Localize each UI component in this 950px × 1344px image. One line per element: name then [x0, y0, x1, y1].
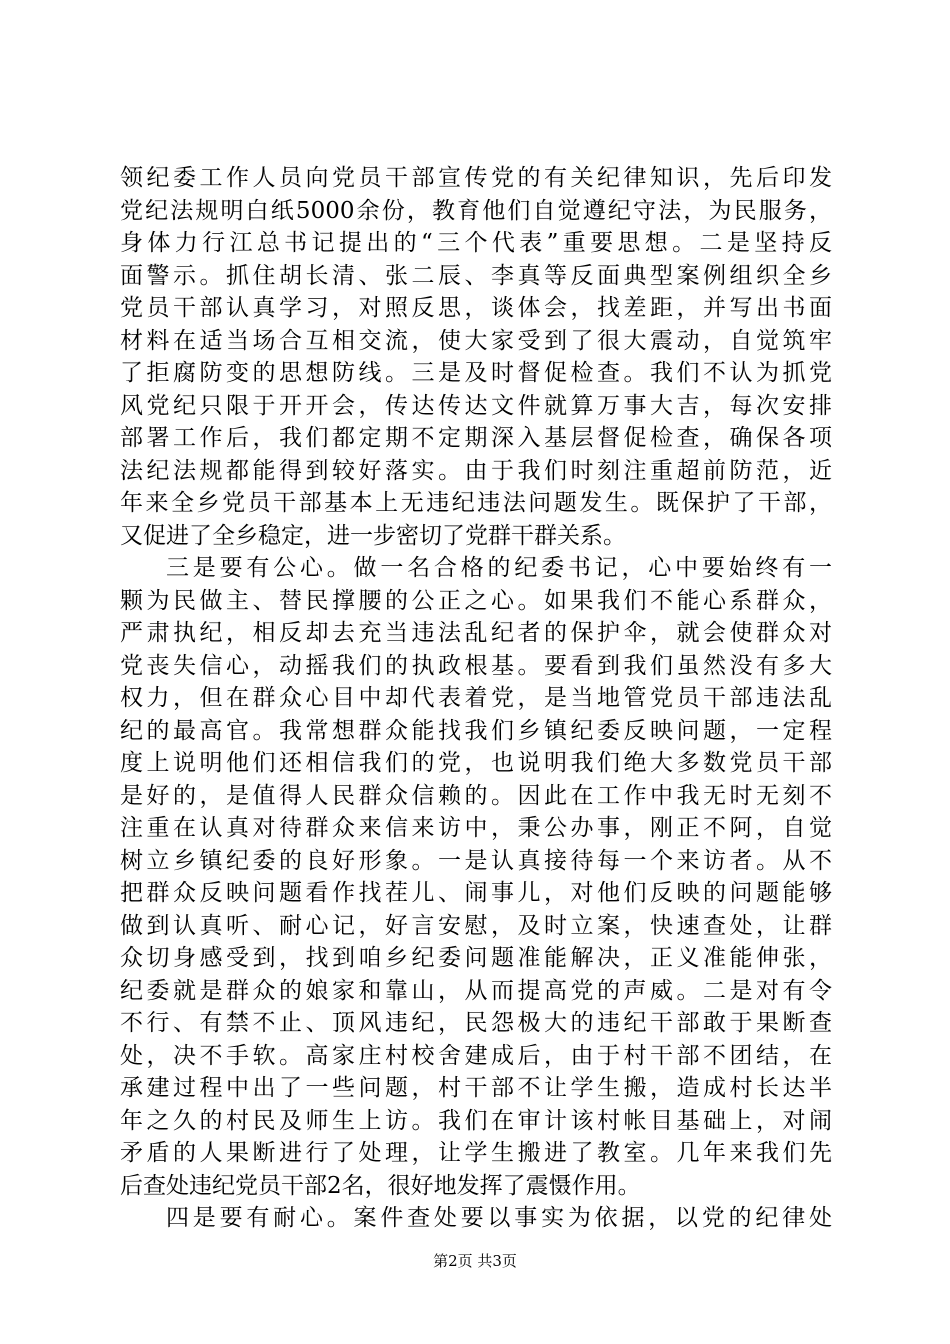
text-line: 把群众反映问题看作找茬儿、闹事儿，对他们反映的问题能够: [120, 880, 832, 906]
text-line: 做到认真听、耐心记，好言安慰，及时立案，快速查处，让群: [120, 912, 832, 939]
text-line: 了拒腐防变的思想防线。三是及时督促检查。我们不认为抓党: [120, 360, 832, 386]
text-line: 党员干部认真学习，对照反思，谈体会，找差距，并写出书面: [120, 295, 832, 321]
text-line: 矛盾的人果断进行了处理，让学生搬进了教室。几年来我们先: [120, 1140, 832, 1166]
text-line: 不行、有禁不止、顶风违纪，民怨极大的违纪干部敢于果断查: [120, 1010, 832, 1036]
text-line: 权力，但在群众心目中却代表着党，是当地管党员干部违法乱: [120, 685, 832, 711]
text-line: 纪委就是群众的娘家和靠山，从而提高党的声威。二是对有令: [120, 977, 832, 1004]
page-footer: 第2页 共3页: [433, 1252, 517, 1270]
body-text: [120, 162, 832, 1235]
text-line: 是好的，是值得人民群众信赖的。因此在工作中我无时无刻不: [120, 782, 832, 809]
text-line: 年来全乡党员干部基本上无违纪违法问题发生。既保护了干部，: [120, 490, 832, 516]
text-line: 众切身感受到，找到咱乡纪委问题准能解决，正义准能伸张，: [120, 945, 832, 971]
text-line: 面警示。抓住胡长清、张二辰、李真等反面典型案例组织全乡: [120, 262, 832, 289]
text-line: 树立乡镇纪委的良好形象。一是认真接待每一个来访者。从不: [120, 847, 832, 874]
text-line: 注重在认真对待群众来信来访中，秉公办事，刚正不阿，自觉: [120, 815, 832, 841]
text-line: 法纪法规都能得到较好落实。由于我们时刻注重超前防范，近: [120, 457, 832, 484]
text-line: 年之久的村民及师生上访。我们在审计该村帐目基础上，对闹: [120, 1107, 832, 1134]
text-line: 又促进了全乡稳定，进一步密切了党群干群关系。: [120, 522, 626, 549]
text-line: 党丧失信心，动摇我们的执政根基。要看到我们虽然没有多大: [120, 652, 832, 679]
text-line: 承建过程中出了一些问题，村干部不让学生搬，造成村长达半: [120, 1075, 832, 1101]
paragraph-start-line: 四是要有耐心。案件查处要以事实为依据，以党的纪律处: [166, 1205, 832, 1231]
text-line: 纪的最高官。我常想群众能找我们乡镇纪委反映问题，一定程: [120, 717, 832, 744]
text-line: 处，决不手软。高家庄村校舍建成后，由于村干部不团结，在: [120, 1042, 832, 1069]
paragraph-start-line: 三是要有公心。做一名合格的纪委书记，心中要始终有一: [166, 555, 832, 581]
text-line: 颗为民做主、替民撑腰的公正之心。如果我们不能心系群众，: [120, 587, 832, 614]
text-line: 度上说明他们还相信我们的党，也说明我们绝大多数党员干部: [120, 750, 832, 776]
text-line: 领纪委工作人员向党员干部宣传党的有关纪律知识，先后印发: [120, 165, 832, 191]
text-line: 严肃执纪，相反却去充当违法乱纪者的保护伞，就会使群众对: [120, 620, 832, 646]
text-line: 部署工作后，我们都定期不定期深入基层督促检查，确保各项: [120, 425, 832, 451]
text-line: 材料在适当场合互相交流，使大家受到了很大震动，自觉筑牢: [120, 327, 832, 354]
text-line: 风党纪只限于开开会，传达传达文件就算万事大吉，每次安排: [120, 392, 832, 419]
text-line: 身体力行江总书记提出的“三个代表”重要思想。二是坚持反: [120, 230, 832, 256]
text-line: 后查处违纪党员干部2名，很好地发挥了震慑作用。: [120, 1172, 641, 1199]
text-line: 党纪法规明白纸5000余份，教育他们自觉遵纪守法，为民服务，: [120, 197, 832, 224]
